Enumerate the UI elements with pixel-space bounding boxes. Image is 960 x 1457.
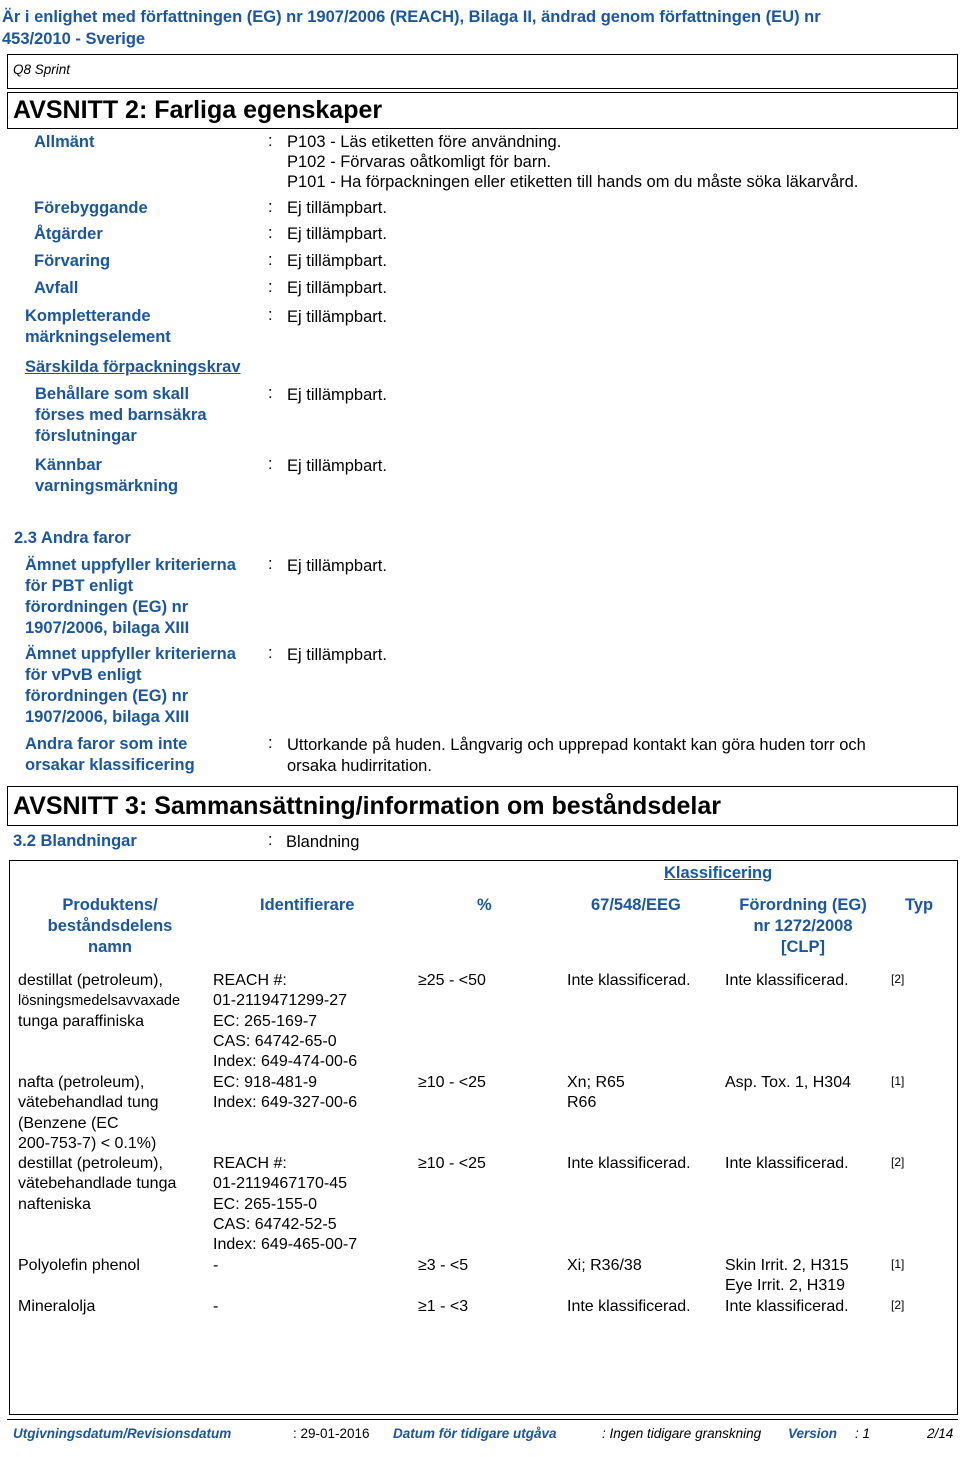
name-line: destillat (petroleum), xyxy=(18,972,163,989)
percent-range: ≥1 - <3 xyxy=(418,1298,469,1315)
colon: : xyxy=(268,224,273,242)
id-line: REACH #: xyxy=(213,1155,287,1172)
header-line: namn xyxy=(87,938,132,956)
colon: : xyxy=(268,831,273,849)
andra-faror-heading: 2.3 Andra faror xyxy=(14,529,131,547)
id-line: EC: 265-169-7 xyxy=(213,1012,318,1030)
id-line: 01-2119467170-45 xyxy=(213,1175,348,1193)
type-reference: [2] xyxy=(891,1298,905,1312)
header-line: beståndsdelens xyxy=(47,917,173,935)
forebyggande-label: Förebyggande xyxy=(34,199,148,217)
allmant-label: Allmänt xyxy=(34,133,95,151)
type-reference: [1] xyxy=(891,1074,905,1088)
behallare-label xyxy=(35,384,207,447)
header-line: nr 1272/2008 xyxy=(753,917,853,935)
identifiers xyxy=(213,1073,357,1114)
vpvb-label xyxy=(25,644,236,728)
identifiers: - xyxy=(213,1257,219,1274)
atgarder-value: Ej tillämpbart. xyxy=(287,225,387,243)
colon: : xyxy=(268,306,273,324)
name-line: 200-753-7) < 0.1%) xyxy=(18,1134,157,1152)
section-3-header xyxy=(7,786,958,826)
document-title xyxy=(2,6,821,50)
colon: : xyxy=(268,198,273,216)
label-line: orsakar klassificering xyxy=(25,756,195,774)
allmant-value xyxy=(287,132,858,192)
eec-classification: Inte klassificerad. xyxy=(567,972,691,989)
clp-line: Skin Irrit. 2, H315 xyxy=(725,1257,849,1274)
label-line: Ämnet uppfyller kriterierna xyxy=(25,556,236,574)
percent-range: ≥10 - <25 xyxy=(418,1074,486,1091)
product-name: Q8 Sprint xyxy=(13,62,71,77)
clp-classification: Asp. Tox. 1, H304 xyxy=(725,1074,851,1091)
label-line: förordningen (EG) nr xyxy=(25,598,189,616)
type-reference: [1] xyxy=(891,1257,905,1271)
eec-classification xyxy=(567,1073,625,1114)
substance-name: Polyolefin phenol xyxy=(18,1257,140,1274)
header-line: Förordning (EG) xyxy=(739,896,867,914)
statement-p103: P103 - Läs etiketten före användning. xyxy=(287,133,562,151)
eec-classification: Inte klassificerad. xyxy=(567,1298,691,1315)
label-line: förses med barnsäkra xyxy=(35,406,207,424)
kannbar-label xyxy=(35,455,178,497)
label-line: varningsmärkning xyxy=(35,477,179,495)
atgarder-label: Åtgärder xyxy=(34,225,103,243)
footer-date-label: Utgivningsdatum/Revisionsdatum xyxy=(13,1426,232,1441)
name-line: vätebehandlade tunga xyxy=(18,1175,177,1193)
clp-classification: Inte klassificerad. xyxy=(725,972,849,989)
forebyggande-value: Ej tillämpbart. xyxy=(287,199,387,217)
footer-divider xyxy=(7,1419,958,1420)
product-name-box xyxy=(7,54,958,89)
eec-column-header: 67/548/EEG xyxy=(591,896,681,914)
id-line: EC: 918-481-9 xyxy=(213,1074,318,1091)
kompletterande-value: Ej tillämpbart. xyxy=(287,308,387,326)
colon: : xyxy=(268,644,273,662)
label-line: Ämnet uppfyller kriterierna xyxy=(25,645,236,663)
blandningar-value: Blandning xyxy=(286,833,360,851)
forvaring-label: Förvaring xyxy=(34,252,111,270)
id-line: Index: 649-474-00-6 xyxy=(213,1053,358,1071)
identifiers xyxy=(213,1154,357,1255)
section-2-header xyxy=(7,92,958,129)
name-column-header xyxy=(20,895,200,958)
substance-name: Mineralolja xyxy=(18,1298,96,1315)
id-line: CAS: 64742-52-5 xyxy=(213,1215,337,1233)
blandningar-label: 3.2 Blandningar xyxy=(13,832,137,850)
footer-previous-label: Datum för tidigare utgåva xyxy=(393,1426,557,1441)
statement-p101: P101 - Ha förpackningen eller etiketten till hands om du måste söka läkarvård. xyxy=(287,173,859,191)
pbt-value: Ej tillämpbart. xyxy=(287,557,387,575)
andra-faror-label xyxy=(25,734,195,776)
footer-page-number: 2/14 xyxy=(927,1426,954,1441)
id-line: Index: 649-327-00-6 xyxy=(213,1094,358,1112)
value-line: Uttorkande på huden. Långvarig och upprepad kontakt kan göra huden torr och xyxy=(287,736,866,754)
label-line: för PBT enligt xyxy=(25,577,134,595)
avfall-value: Ej tillämpbart. xyxy=(287,279,387,297)
behallare-value: Ej tillämpbart. xyxy=(287,386,387,404)
eec-classification: Xi; R36/38 xyxy=(567,1257,642,1274)
name-line: destillat (petroleum), xyxy=(18,1155,163,1172)
statement-p102: P102 - Förvaras oåtkomligt för barn. xyxy=(287,153,552,171)
id-line: Index: 649-465-00-7 xyxy=(213,1236,358,1254)
clp-classification xyxy=(725,1256,849,1297)
footer-date-value: : 29-01-2016 xyxy=(293,1426,370,1441)
document-title-line1: Är i enlighet med författningen (EG) nr 1907/2006 (REACH), Bilaga II, ändrad genom författningen (EU) nr xyxy=(2,8,821,26)
name-line: (Benzene (EC xyxy=(18,1114,119,1132)
name-line: vätebehandlad tung xyxy=(18,1094,159,1112)
pbt-label xyxy=(25,555,236,639)
substance-name xyxy=(18,1154,176,1215)
percent-range: ≥10 - <25 xyxy=(418,1155,486,1172)
sarskilda-label: Särskilda förpackningskrav xyxy=(25,358,241,376)
id-line: REACH #: xyxy=(213,972,287,989)
document-title-line2: 453/2010 - Sverige xyxy=(2,30,146,48)
type-column-header: Typ xyxy=(905,896,934,914)
id-line: CAS: 64742-65-0 xyxy=(213,1032,337,1050)
andra-faror-value xyxy=(287,735,866,777)
clp-classification: Inte klassificerad. xyxy=(725,1298,849,1315)
colon: : xyxy=(268,278,273,296)
type-reference: [2] xyxy=(891,1155,905,1169)
clp-line: Eye Irrit. 2, H319 xyxy=(725,1277,846,1295)
label-line: förordningen (EG) nr xyxy=(25,687,189,705)
percent-column-header: % xyxy=(477,896,492,914)
clp-classification: Inte klassificerad. xyxy=(725,1155,849,1172)
label-line: märkningselement xyxy=(25,328,171,346)
colon: : xyxy=(268,251,273,269)
colon: : xyxy=(268,455,273,473)
vpvb-value: Ej tillämpbart. xyxy=(287,646,387,664)
footer-version-label: Version xyxy=(788,1426,838,1441)
label-line: Kompletterande xyxy=(25,307,151,325)
eec-line: Xn; R65 xyxy=(567,1074,625,1091)
kompletterande-label xyxy=(25,306,171,348)
colon: : xyxy=(268,132,273,150)
value-line: orsaka hudirritation. xyxy=(287,757,432,775)
section-2-title: AVSNITT 2: Farliga egenskaper xyxy=(13,96,383,124)
name-line: nafteniska xyxy=(18,1195,91,1213)
avfall-label: Avfall xyxy=(34,279,79,297)
eec-classification: Inte klassificerad. xyxy=(567,1155,691,1172)
substance-name xyxy=(18,1073,159,1154)
name-line: lösningsmedelsavvaxade xyxy=(18,993,181,1010)
label-line: Behållare som skall xyxy=(35,385,190,403)
type-reference: [2] xyxy=(891,972,905,986)
identifiers: - xyxy=(213,1298,219,1315)
label-line: 1907/2006, bilaga XIII xyxy=(25,708,190,726)
id-line: 01-2119471299-27 xyxy=(213,992,348,1010)
percent-range: ≥25 - <50 xyxy=(418,972,486,989)
colon: : xyxy=(268,555,273,573)
colon: : xyxy=(268,734,273,752)
klassificering-header: Klassificering xyxy=(664,864,773,882)
identifiers xyxy=(213,971,357,1072)
forvaring-value: Ej tillämpbart. xyxy=(287,252,387,270)
section-3-title: AVSNITT 3: Sammansättning/information om beståndsdelar xyxy=(13,792,721,820)
header-line: Produktens/ xyxy=(62,896,158,914)
header-line: [CLP] xyxy=(781,938,825,956)
colon: : xyxy=(268,384,273,402)
id-line: EC: 265-155-0 xyxy=(213,1195,318,1213)
label-line: 1907/2006, bilaga XIII xyxy=(25,619,190,637)
percent-range: ≥3 - <5 xyxy=(418,1257,469,1274)
label-line: Andra faror som inte xyxy=(25,735,188,753)
eec-line: R66 xyxy=(567,1094,597,1112)
label-line: Kännbar xyxy=(35,456,102,474)
clp-column-header xyxy=(728,895,878,958)
label-line: för vPvB enligt xyxy=(25,666,142,684)
substance-name xyxy=(18,971,180,1032)
label-line: förslutningar xyxy=(35,427,137,445)
name-line: nafta (petroleum), xyxy=(18,1074,145,1091)
footer-version-value: : 1 xyxy=(855,1426,871,1441)
identifier-column-header: Identifierare xyxy=(260,896,355,914)
name-line: tunga paraffiniska xyxy=(18,1012,145,1030)
footer-previous-value: : Ingen tidigare granskning xyxy=(602,1426,762,1441)
kannbar-value: Ej tillämpbart. xyxy=(287,457,387,475)
